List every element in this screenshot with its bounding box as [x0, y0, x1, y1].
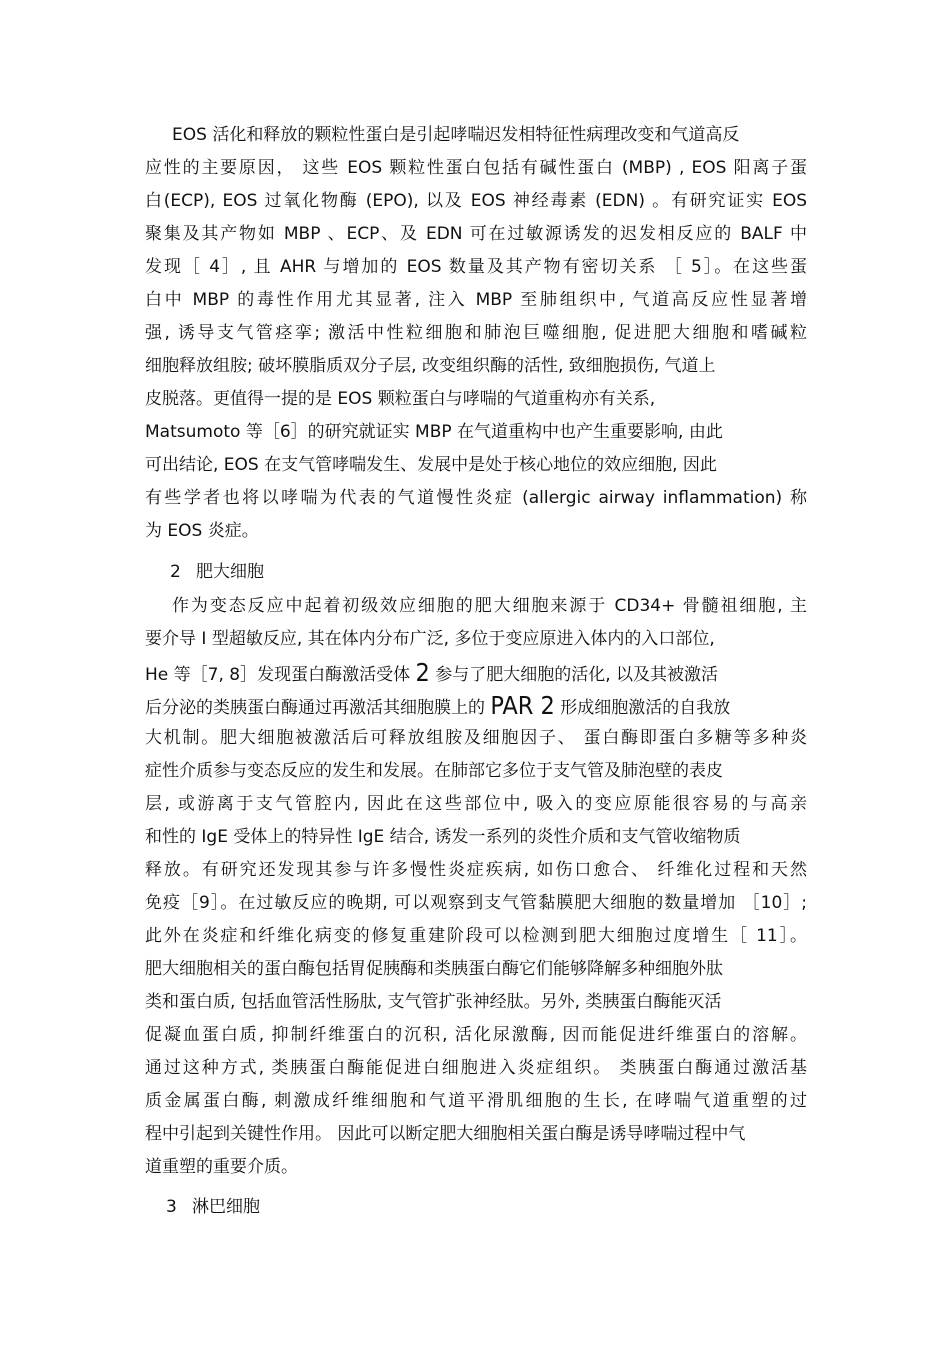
text-line: 症性介质参与变态反应的发生和发展。在肺部它多位于支气管及肺泡壁的表皮: [145, 761, 723, 781]
text-line: 肥大细胞相关的蛋白酶包括胃促胰酶和类胰蛋白酶它们能够降解多种细胞外肽: [145, 959, 723, 979]
text-line: 道重塑的重要介质。: [145, 1157, 298, 1177]
text-line: 类和蛋白质, 包括血管活性肠肽, 支气管扩张神经肽。另外, 类胰蛋白酶能灭活: [145, 992, 722, 1012]
section-heading: [166, 1196, 260, 1218]
text-line: EOS 活化和释放的颗粒性蛋白是引起哮喘迟发相特征性病理改变和气道高反: [172, 125, 740, 145]
receptor-number: 2: [415, 658, 430, 687]
text-line: 层, 或游离于支气管腔内, 因此在这些部位中, 吸入的变应原能很容易的与高亲: [145, 794, 807, 814]
text-line: 聚集及其产物如 MBP 、ECP、及 EDN 可在过敏源诱发的迟发相反应的 BALF 中: [145, 224, 807, 244]
text-line: [145, 658, 807, 687]
text-line: 细胞释放组胺; 破坏膜脂质双分子层, 改变组织酶的活性, 致细胞损伤, 气道上: [145, 356, 716, 376]
text-line: 质金属蛋白酶, 刺激成纤维细胞和气道平滑肌细胞的生长, 在哮喘气道重塑的过: [145, 1091, 807, 1111]
text-line: 皮脱落。更值得一提的是 EOS 颗粒蛋白与哮喘的气道重构亦有关系,: [145, 389, 656, 409]
text-line: 发现［ 4］, 且 AHR 与增加的 EOS 数量及其产物有密切关系 ［ 5］。在这些蛋: [145, 257, 807, 277]
text-line: 可出结论, EOS 在支气管哮喘发生、发展中是处于核心地位的效应细胞, 因此: [145, 455, 717, 475]
text-line: Matsumoto 等［6］的研究就证实 MBP 在气道重构中也产生重要影响, 由此: [145, 422, 723, 442]
text-segment: 参与了肥大细胞的活化, 以及其被激活: [429, 665, 719, 685]
text-line: 作为变态反应中起着初级效应细胞的肥大细胞来源于 CD34+ 骨髓祖细胞, 主: [172, 596, 807, 616]
text-line: 和性的 IgE 受体上的特异性 IgE 结合, 诱发一系列的炎性介质和支气管收缩物质: [145, 827, 741, 847]
text-line: 释放。有研究还发现其参与许多慢性炎症疾病, 如伤口愈合、 纤维化过程和天然: [145, 860, 807, 880]
section-number: 3: [166, 1197, 177, 1217]
text-line: [145, 691, 807, 720]
section-title: 肥大细胞: [196, 562, 264, 582]
text-line: 白(ECP), EOS 过氧化物酶 (EPO), 以及 EOS 神经毒素 (EDN) 。有研究证实 EOS: [145, 191, 807, 211]
text-segment: 后分泌的类胰蛋白酶通过再激活其细胞膜上的: [145, 698, 491, 718]
text-segment: He 等［7, 8］发现蛋白酶激活受体: [145, 665, 416, 685]
text-line: 为 EOS 炎症。: [145, 521, 259, 541]
text-line: 有些学者也将以哮喘为代表的气道慢性炎症 (allergic airway inflammation) 称: [145, 488, 807, 508]
text-line: 强, 诱导支气管痉挛; 激活中性粒细胞和肺泡巨噬细胞, 促进肥大细胞和嗜碱粒: [145, 323, 807, 343]
section-number: 2: [170, 562, 181, 582]
text-line: 通过这种方式, 类胰蛋白酶能促进白细胞进入炎症组织。 类胰蛋白酶通过激活基: [145, 1058, 807, 1078]
text-line: 促凝血蛋白质, 抑制纤维蛋白的沉积, 活化尿激酶, 因而能促进纤维蛋白的溶解。: [145, 1025, 807, 1045]
text-line: 白中 MBP 的毒性作用尤其显著, 注入 MBP 至肺组织中, 气道高反应性显著增: [145, 290, 807, 310]
receptor-name: PAR 2: [490, 691, 555, 720]
text-line: 免疫［9］。在过敏反应的晚期, 可以观察到支气管黏膜肥大细胞的数量增加 ［10］;: [145, 893, 807, 913]
section-heading: [170, 561, 264, 583]
text-line: 大机制。肥大细胞被激活后可释放组胺及细胞因子、 蛋白酶即蛋白多糖等多种炎: [145, 728, 807, 748]
text-line: 应性的主要原因， 这些 EOS 颗粒性蛋白包括有碱性蛋白 (MBP) , EOS 阳离子蛋: [145, 158, 807, 178]
section-title: 淋巴细胞: [192, 1197, 260, 1217]
text-line: 此外在炎症和纤维化病变的修复重建阶段可以检测到肥大细胞过度增生［ 11］。: [145, 926, 807, 946]
text-line: 要介导 I 型超敏反应, 其在体内分布广泛, 多位于变应原进入体内的入口部位,: [145, 629, 715, 649]
text-line: 程中引起到关键性作用。 因此可以断定肥大细胞相关蛋白酶是诱导哮喘过程中气: [145, 1124, 746, 1144]
text-segment: 形成细胞激活的自我放: [554, 698, 731, 718]
